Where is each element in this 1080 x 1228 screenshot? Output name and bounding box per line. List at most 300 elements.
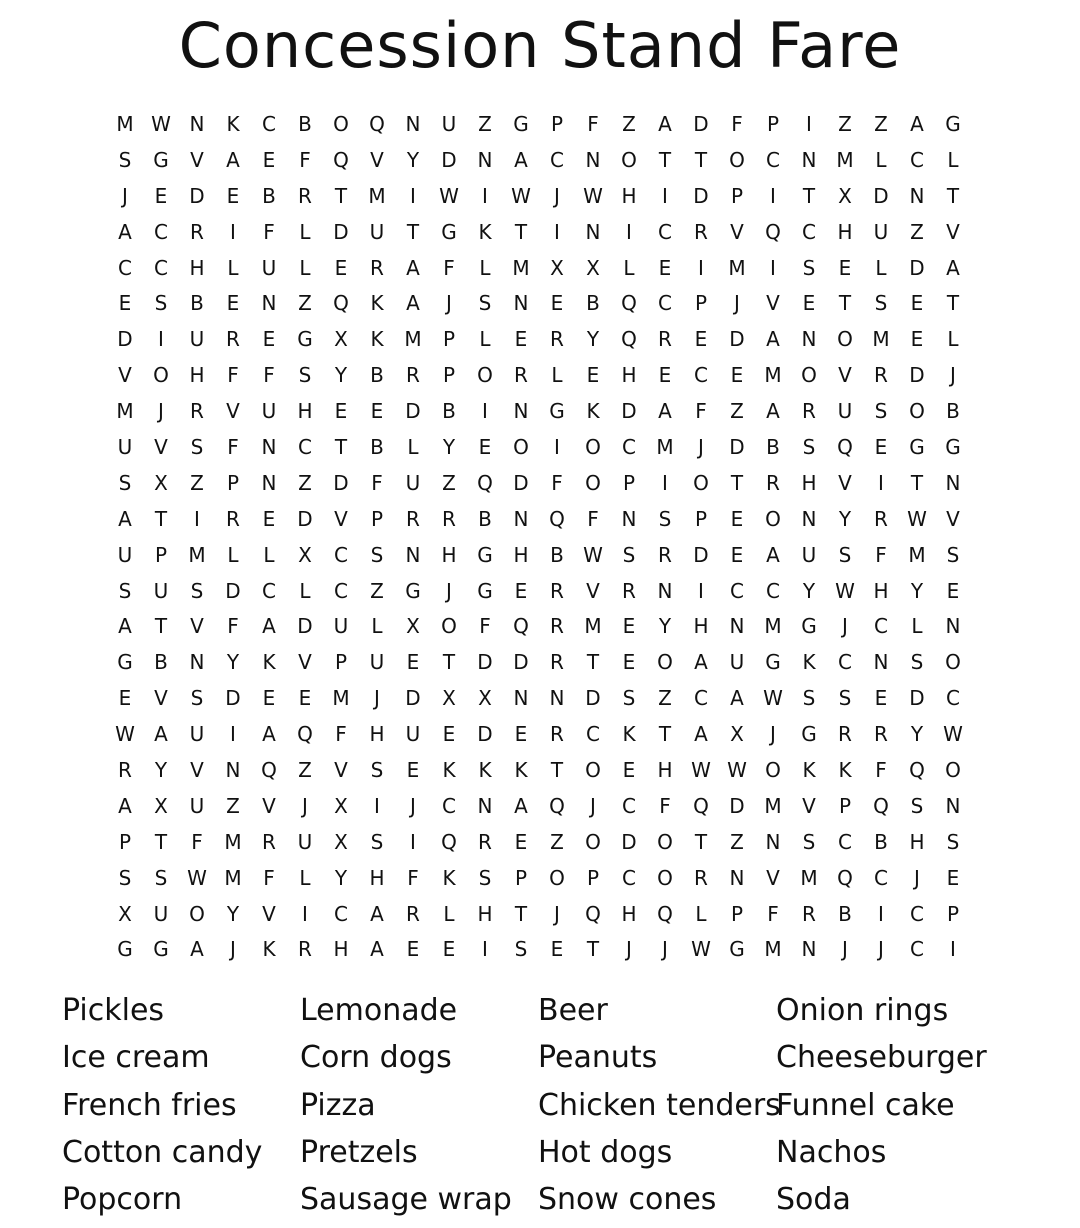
grid-cell[interactable]: H [297, 399, 313, 424]
grid-cell[interactable]: O [945, 650, 961, 675]
grid-cell[interactable]: V [946, 506, 960, 531]
grid-cell[interactable]: N [261, 470, 277, 495]
grid-cell[interactable]: E [514, 722, 528, 747]
grid-cell[interactable]: C [802, 219, 816, 244]
grid-cell[interactable]: S [802, 434, 816, 459]
grid-cell[interactable]: I [410, 183, 416, 208]
grid-cell[interactable]: I [410, 829, 416, 854]
grid-cell[interactable]: N [801, 327, 817, 352]
grid-cell[interactable]: K [262, 937, 276, 962]
grid-cell[interactable]: N [801, 147, 817, 172]
grid-cell[interactable]: E [874, 686, 888, 711]
grid-cell[interactable]: G [477, 542, 493, 567]
grid-cell[interactable]: A [910, 111, 924, 136]
grid-cell[interactable]: P [442, 327, 456, 352]
grid-cell[interactable]: L [479, 255, 491, 280]
grid-cell[interactable]: Y [586, 327, 600, 352]
grid-cell[interactable]: C [838, 650, 852, 675]
grid-cell[interactable]: U [405, 470, 421, 495]
grid-cell[interactable]: N [729, 865, 745, 890]
grid-cell[interactable]: S [802, 686, 816, 711]
grid-cell[interactable]: X [334, 829, 348, 854]
grid-cell[interactable]: H [621, 183, 637, 208]
grid-cell[interactable]: N [405, 111, 421, 136]
grid-cell[interactable]: I [698, 255, 704, 280]
grid-cell[interactable]: S [154, 865, 168, 890]
grid-cell[interactable]: Z [658, 686, 672, 711]
grid-cell[interactable]: H [621, 363, 637, 388]
grid-cell[interactable]: C [766, 147, 780, 172]
grid-cell[interactable]: W [763, 686, 783, 711]
grid-cell[interactable]: O [729, 147, 745, 172]
grid-cell[interactable]: E [874, 434, 888, 459]
grid-cell[interactable]: U [153, 578, 169, 603]
grid-cell[interactable]: C [910, 901, 924, 926]
grid-cell[interactable]: S [802, 255, 816, 280]
grid-cell[interactable]: S [118, 147, 132, 172]
grid-cell[interactable]: C [622, 865, 636, 890]
grid-cell[interactable]: N [621, 506, 637, 531]
grid-cell[interactable]: D [873, 183, 889, 208]
grid-cell[interactable]: T [658, 147, 672, 172]
grid-cell[interactable]: L [875, 147, 887, 172]
grid-cell[interactable]: Y [406, 147, 420, 172]
grid-cell[interactable]: J [590, 793, 596, 818]
grid-cell[interactable]: M [836, 147, 854, 172]
grid-cell[interactable]: T [550, 757, 564, 782]
grid-cell[interactable]: R [226, 506, 240, 531]
grid-cell[interactable]: E [298, 686, 312, 711]
grid-cell[interactable]: O [801, 363, 817, 388]
grid-cell[interactable]: M [764, 363, 782, 388]
grid-cell[interactable]: I [230, 219, 236, 244]
grid-cell[interactable]: G [945, 434, 961, 459]
grid-cell[interactable]: S [874, 291, 888, 316]
grid-cell[interactable]: S [622, 542, 636, 567]
grid-cell[interactable]: J [446, 291, 452, 316]
grid-cell[interactable]: J [770, 722, 776, 747]
grid-cell[interactable]: I [698, 578, 704, 603]
grid-cell[interactable]: C [334, 578, 348, 603]
grid-cell[interactable]: J [158, 399, 164, 424]
grid-cell[interactable]: G [945, 111, 961, 136]
grid-cell[interactable]: V [298, 650, 312, 675]
grid-cell[interactable]: E [658, 363, 672, 388]
grid-cell[interactable]: V [730, 219, 744, 244]
grid-cell[interactable]: J [950, 363, 956, 388]
grid-cell[interactable]: E [406, 757, 420, 782]
grid-cell[interactable]: N [189, 650, 205, 675]
grid-cell[interactable]: A [658, 399, 672, 424]
grid-cell[interactable]: R [190, 219, 204, 244]
grid-cell[interactable]: D [693, 111, 709, 136]
grid-cell[interactable]: Q [621, 291, 637, 316]
grid-cell[interactable]: D [225, 686, 241, 711]
grid-cell[interactable]: T [946, 291, 960, 316]
grid-cell[interactable]: S [478, 865, 492, 890]
grid-cell[interactable]: T [946, 183, 960, 208]
grid-cell[interactable]: I [950, 937, 956, 962]
grid-cell[interactable]: A [262, 614, 276, 639]
grid-cell[interactable]: V [226, 399, 240, 424]
grid-cell[interactable]: A [190, 937, 204, 962]
grid-cell[interactable]: P [730, 183, 744, 208]
grid-cell[interactable]: C [550, 147, 564, 172]
grid-cell[interactable]: N [585, 219, 601, 244]
grid-cell[interactable]: E [838, 255, 852, 280]
grid-cell[interactable]: G [513, 111, 529, 136]
grid-cell[interactable]: G [549, 399, 565, 424]
grid-cell[interactable]: Z [298, 291, 312, 316]
grid-cell[interactable]: J [914, 865, 920, 890]
grid-cell[interactable]: N [189, 111, 205, 136]
grid-cell[interactable]: E [658, 255, 672, 280]
grid-cell[interactable]: M [800, 865, 818, 890]
grid-cell[interactable]: E [262, 327, 276, 352]
grid-cell[interactable]: R [658, 542, 672, 567]
grid-cell[interactable]: F [731, 111, 743, 136]
grid-cell[interactable]: A [118, 793, 132, 818]
grid-cell[interactable]: S [910, 650, 924, 675]
grid-cell[interactable]: Q [549, 793, 565, 818]
grid-cell[interactable]: Z [730, 399, 744, 424]
grid-cell[interactable]: J [626, 937, 632, 962]
grid-cell[interactable]: M [584, 614, 602, 639]
grid-cell[interactable]: T [514, 901, 528, 926]
grid-cell[interactable]: K [802, 650, 816, 675]
grid-cell[interactable]: D [621, 829, 637, 854]
grid-cell[interactable]: X [442, 686, 456, 711]
grid-cell[interactable]: D [297, 614, 313, 639]
grid-cell[interactable]: D [513, 470, 529, 495]
grid-cell[interactable]: F [767, 901, 779, 926]
grid-cell[interactable]: P [730, 901, 744, 926]
grid-cell[interactable]: Z [298, 470, 312, 495]
grid-cell[interactable]: D [693, 183, 709, 208]
grid-cell[interactable]: J [878, 937, 884, 962]
grid-cell[interactable]: K [514, 757, 528, 782]
grid-cell[interactable]: F [875, 757, 887, 782]
grid-cell[interactable]: T [838, 291, 852, 316]
grid-cell[interactable]: T [658, 722, 672, 747]
grid-cell[interactable]: E [910, 291, 924, 316]
grid-cell[interactable]: R [406, 506, 420, 531]
letter-grid[interactable] [107, 106, 971, 967]
grid-cell[interactable]: G [405, 578, 421, 603]
grid-cell[interactable]: A [694, 650, 708, 675]
grid-cell[interactable]: G [441, 219, 457, 244]
grid-cell[interactable]: E [694, 327, 708, 352]
grid-cell[interactable]: Z [370, 578, 384, 603]
grid-cell[interactable]: O [765, 757, 781, 782]
grid-cell[interactable]: H [693, 614, 709, 639]
grid-cell[interactable]: T [442, 650, 456, 675]
grid-cell[interactable]: V [946, 219, 960, 244]
grid-cell[interactable]: C [622, 434, 636, 459]
grid-cell[interactable]: I [878, 470, 884, 495]
grid-cell[interactable]: B [262, 183, 276, 208]
grid-cell[interactable]: B [478, 506, 492, 531]
grid-cell[interactable]: C [946, 686, 960, 711]
grid-cell[interactable]: Y [442, 434, 456, 459]
grid-cell[interactable]: U [117, 434, 133, 459]
grid-cell[interactable]: I [626, 219, 632, 244]
grid-cell[interactable]: I [554, 219, 560, 244]
grid-cell[interactable]: L [443, 901, 455, 926]
grid-cell[interactable]: K [586, 399, 600, 424]
grid-cell[interactable]: U [873, 219, 889, 244]
grid-cell[interactable]: Q [333, 147, 349, 172]
grid-cell[interactable]: Y [658, 614, 672, 639]
grid-cell[interactable]: U [801, 542, 817, 567]
grid-cell[interactable]: U [189, 793, 205, 818]
grid-cell[interactable]: N [513, 506, 529, 531]
grid-cell[interactable]: K [442, 757, 456, 782]
grid-cell[interactable]: D [909, 363, 925, 388]
grid-cell[interactable]: Q [765, 219, 781, 244]
grid-cell[interactable]: D [297, 506, 313, 531]
grid-cell[interactable]: R [550, 650, 564, 675]
grid-cell[interactable]: H [873, 578, 889, 603]
grid-cell[interactable]: A [694, 722, 708, 747]
grid-cell[interactable]: U [369, 650, 385, 675]
grid-cell[interactable]: N [261, 291, 277, 316]
grid-cell[interactable]: D [585, 686, 601, 711]
grid-cell[interactable]: Q [477, 470, 493, 495]
grid-cell[interactable]: R [406, 363, 420, 388]
grid-cell[interactable]: E [514, 578, 528, 603]
grid-cell[interactable]: C [766, 578, 780, 603]
grid-cell[interactable]: F [479, 614, 491, 639]
grid-cell[interactable]: L [407, 434, 419, 459]
grid-cell[interactable]: D [729, 793, 745, 818]
grid-cell[interactable]: Q [693, 793, 709, 818]
grid-cell[interactable]: W [187, 865, 207, 890]
grid-cell[interactable]: U [729, 650, 745, 675]
grid-cell[interactable]: U [441, 111, 457, 136]
grid-cell[interactable]: E [946, 578, 960, 603]
grid-cell[interactable]: C [838, 829, 852, 854]
grid-cell[interactable]: X [406, 614, 420, 639]
grid-cell[interactable]: C [154, 219, 168, 244]
grid-cell[interactable]: O [657, 829, 673, 854]
grid-cell[interactable]: P [370, 506, 384, 531]
grid-cell[interactable]: R [874, 506, 888, 531]
grid-cell[interactable]: D [189, 183, 205, 208]
grid-cell[interactable]: N [261, 434, 277, 459]
grid-cell[interactable]: R [298, 937, 312, 962]
grid-cell[interactable]: K [478, 757, 492, 782]
grid-cell[interactable]: Q [513, 614, 529, 639]
grid-cell[interactable]: I [482, 937, 488, 962]
grid-cell[interactable]: F [371, 470, 383, 495]
grid-cell[interactable]: V [766, 865, 780, 890]
grid-cell[interactable]: D [333, 219, 349, 244]
grid-cell[interactable]: X [334, 327, 348, 352]
grid-cell[interactable]: T [910, 470, 924, 495]
grid-cell[interactable]: J [662, 937, 668, 962]
grid-cell[interactable]: Z [838, 111, 852, 136]
grid-cell[interactable]: A [658, 111, 672, 136]
grid-cell[interactable]: G [801, 614, 817, 639]
grid-cell[interactable]: J [734, 291, 740, 316]
grid-cell[interactable]: R [550, 614, 564, 639]
grid-cell[interactable]: M [656, 434, 674, 459]
grid-cell[interactable]: U [333, 614, 349, 639]
grid-cell[interactable]: T [514, 219, 528, 244]
grid-cell[interactable]: W [511, 183, 531, 208]
grid-cell[interactable]: O [657, 865, 673, 890]
grid-cell[interactable]: F [407, 865, 419, 890]
grid-cell[interactable]: S [370, 542, 384, 567]
grid-cell[interactable]: U [153, 901, 169, 926]
grid-cell[interactable]: A [730, 686, 744, 711]
grid-cell[interactable]: H [189, 255, 205, 280]
grid-cell[interactable]: W [151, 111, 171, 136]
grid-cell[interactable]: O [585, 434, 601, 459]
grid-cell[interactable]: L [227, 255, 239, 280]
grid-cell[interactable]: F [659, 793, 671, 818]
grid-cell[interactable]: F [263, 865, 275, 890]
grid-cell[interactable]: R [802, 901, 816, 926]
grid-cell[interactable]: E [730, 542, 744, 567]
grid-cell[interactable]: T [154, 506, 168, 531]
grid-cell[interactable]: N [657, 578, 673, 603]
grid-cell[interactable]: P [334, 650, 348, 675]
grid-cell[interactable]: F [227, 363, 239, 388]
grid-cell[interactable]: Q [837, 865, 853, 890]
grid-cell[interactable]: G [801, 722, 817, 747]
grid-cell[interactable]: F [335, 722, 347, 747]
grid-cell[interactable]: C [658, 219, 672, 244]
grid-cell[interactable]: F [443, 255, 455, 280]
grid-cell[interactable]: O [693, 470, 709, 495]
grid-cell[interactable]: N [405, 542, 421, 567]
grid-cell[interactable]: G [297, 327, 313, 352]
grid-cell[interactable]: P [514, 865, 528, 890]
grid-cell[interactable]: G [729, 937, 745, 962]
grid-cell[interactable]: C [730, 578, 744, 603]
grid-cell[interactable]: T [586, 937, 600, 962]
grid-cell[interactable]: A [118, 506, 132, 531]
grid-cell[interactable]: Y [910, 722, 924, 747]
grid-cell[interactable]: G [117, 937, 133, 962]
grid-cell[interactable]: O [585, 829, 601, 854]
grid-cell[interactable]: R [802, 399, 816, 424]
grid-cell[interactable]: W [691, 757, 711, 782]
grid-cell[interactable]: N [909, 183, 925, 208]
grid-cell[interactable]: V [262, 793, 276, 818]
grid-cell[interactable]: M [224, 829, 242, 854]
grid-cell[interactable]: T [694, 829, 708, 854]
grid-cell[interactable]: Q [441, 829, 457, 854]
grid-cell[interactable]: E [262, 686, 276, 711]
grid-cell[interactable]: C [154, 255, 168, 280]
grid-cell[interactable]: W [439, 183, 459, 208]
grid-cell[interactable]: C [298, 434, 312, 459]
grid-cell[interactable]: O [585, 470, 601, 495]
grid-cell[interactable]: N [549, 686, 565, 711]
grid-cell[interactable]: O [621, 147, 637, 172]
grid-cell[interactable]: C [262, 578, 276, 603]
grid-cell[interactable]: B [298, 111, 312, 136]
grid-cell[interactable]: Q [297, 722, 313, 747]
grid-cell[interactable]: T [694, 147, 708, 172]
grid-cell[interactable]: N [477, 147, 493, 172]
grid-cell[interactable]: B [766, 434, 780, 459]
grid-cell[interactable]: K [370, 291, 384, 316]
grid-cell[interactable]: W [943, 722, 963, 747]
grid-cell[interactable]: S [874, 399, 888, 424]
grid-cell[interactable]: D [621, 399, 637, 424]
grid-cell[interactable]: S [190, 686, 204, 711]
grid-cell[interactable]: Y [334, 865, 348, 890]
grid-cell[interactable]: X [550, 255, 564, 280]
grid-cell[interactable]: Z [190, 470, 204, 495]
grid-cell[interactable]: S [946, 829, 960, 854]
grid-cell[interactable]: C [334, 542, 348, 567]
grid-cell[interactable]: L [551, 363, 563, 388]
grid-cell[interactable]: R [766, 470, 780, 495]
grid-cell[interactable]: X [118, 901, 132, 926]
grid-cell[interactable]: Z [730, 829, 744, 854]
grid-cell[interactable]: H [621, 901, 637, 926]
grid-cell[interactable]: Q [549, 506, 565, 531]
grid-cell[interactable]: F [299, 147, 311, 172]
grid-cell[interactable]: L [299, 219, 311, 244]
grid-cell[interactable]: L [299, 255, 311, 280]
grid-cell[interactable]: C [334, 901, 348, 926]
grid-cell[interactable]: S [802, 829, 816, 854]
grid-cell[interactable]: E [406, 650, 420, 675]
grid-cell[interactable]: P [766, 111, 780, 136]
grid-cell[interactable]: P [118, 829, 132, 854]
grid-cell[interactable]: O [765, 506, 781, 531]
grid-cell[interactable]: X [730, 722, 744, 747]
grid-cell[interactable]: W [907, 506, 927, 531]
grid-cell[interactable]: Y [226, 650, 240, 675]
grid-cell[interactable]: N [477, 793, 493, 818]
grid-cell[interactable]: R [694, 865, 708, 890]
grid-cell[interactable]: S [190, 578, 204, 603]
grid-cell[interactable]: O [441, 614, 457, 639]
grid-cell[interactable]: Q [909, 757, 925, 782]
grid-cell[interactable]: S [298, 363, 312, 388]
grid-cell[interactable]: E [154, 183, 168, 208]
grid-cell[interactable]: P [586, 865, 600, 890]
grid-cell[interactable]: J [698, 434, 704, 459]
grid-cell[interactable]: Y [802, 578, 816, 603]
grid-cell[interactable]: D [513, 650, 529, 675]
grid-cell[interactable]: I [194, 506, 200, 531]
grid-cell[interactable]: O [945, 757, 961, 782]
grid-cell[interactable]: F [227, 434, 239, 459]
grid-cell[interactable]: N [945, 793, 961, 818]
grid-cell[interactable]: J [302, 793, 308, 818]
grid-cell[interactable]: Q [621, 327, 637, 352]
grid-cell[interactable]: C [586, 722, 600, 747]
grid-cell[interactable]: V [586, 578, 600, 603]
grid-cell[interactable]: E [118, 686, 132, 711]
grid-cell[interactable]: N [945, 470, 961, 495]
grid-cell[interactable]: K [442, 865, 456, 890]
grid-cell[interactable]: N [801, 937, 817, 962]
grid-cell[interactable]: N [225, 757, 241, 782]
grid-cell[interactable]: O [549, 865, 565, 890]
grid-cell[interactable]: R [550, 722, 564, 747]
grid-cell[interactable]: B [946, 399, 960, 424]
grid-cell[interactable]: S [514, 937, 528, 962]
